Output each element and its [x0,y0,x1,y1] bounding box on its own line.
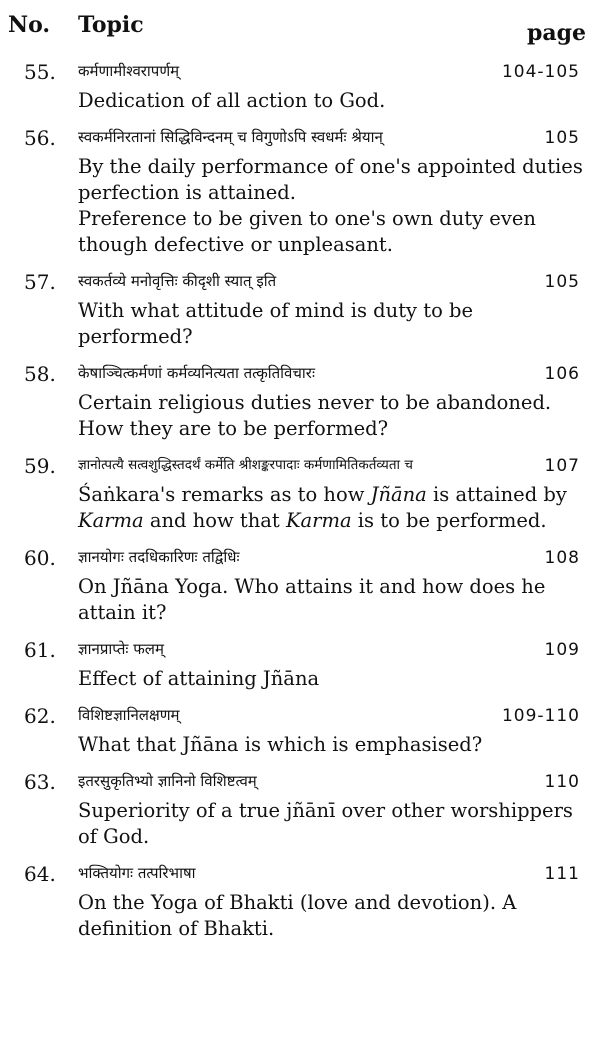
entry-description: How they are to be performed? [78,417,389,440]
entry-number: 64. [24,862,56,886]
list-item [0,268,600,350]
column-header-page: page [526,20,586,46]
list-item [0,544,600,626]
entry-sanskrit-title: ज्ञानप्राप्तेः फलम् [78,640,164,658]
entry-sanskrit-title: कर्मणामीश्वरापर्णम् [78,62,180,80]
entry-sanskrit-title: भक्तियोगः तत्परिभाषा [78,864,196,882]
entry-description-emphasis: Karma [78,509,144,532]
entry-page: 104-105 [501,62,580,82]
entry-page: 105 [544,272,580,292]
entry-description-emphasis: Karma [285,509,352,532]
entry-description: Dedication of all action to God. [78,89,386,112]
entry-number: 62. [24,704,56,728]
entry-page: 107 [544,456,580,476]
entry-description-text: Śaṅkara's remarks as to how [78,483,371,506]
list-item [0,860,600,942]
entry-number: 58. [24,362,56,386]
entry-number: 60. [24,546,56,570]
entry-description-text: and how that [143,509,286,532]
entry-sanskrit-title: ज्ञानयोगः तदधिकारिणः तद्विधिः [78,548,240,566]
entry-description-text: is attained by [426,483,567,506]
entry-page: 111 [544,864,580,884]
entry-description: Superiority of a true jñānī over other worshippers of God. [78,799,573,848]
entry-description [78,482,590,534]
entry-sanskrit-title: ज्ञानोत्पत्यै सत्वशुद्धिस्तदर्थं कर्मेति श्रीशङ्करपादाः कर्मणामितिकर्तव्यता च [78,457,413,473]
entry-description: Effect of attaining Jñāna [78,667,320,690]
entry-description-text: is to be performed. [351,509,547,532]
list-item [0,452,600,534]
column-header-topic: Topic [78,12,144,38]
list-item [0,636,600,692]
entry-sanskrit-title: स्वकर्मनिरतानां सिद्धिविन्दनम् च विगुणोऽपि स्वधर्मः श्रेयान् [78,128,383,146]
entry-page: 110 [544,772,580,792]
entry-description: By the daily performance of one's appointed duties perfection is attained. [78,155,583,204]
entry-description: On Jñāna Yoga. Who attains it and how does he attain it? [78,575,546,624]
list-item [0,58,600,114]
entry-page: 105 [544,128,580,148]
entry-page: 106 [544,364,580,384]
entry-number: 55. [24,60,56,84]
list-item [0,768,600,850]
contents-list [0,58,600,952]
entry-number: 61. [24,638,56,662]
entry-description: Preference to be given to one's own duty even though defective or unpleasant. [78,207,536,256]
entry-description: On the Yoga of Bhakti (love and devotion). A definition of Bhakti. [78,891,517,940]
entry-page: 109 [544,640,580,660]
entry-description: What that Jñāna is which is emphasised? [78,733,483,756]
list-item [0,124,600,258]
entry-number: 59. [24,454,56,478]
entry-number: 63. [24,770,56,794]
table-header [0,12,600,48]
entry-description: With what attitude of mind is duty to be performed? [78,299,474,348]
list-item [0,360,600,442]
entry-number: 57. [24,270,56,294]
entry-description-emphasis: Jñāna [370,483,427,506]
entry-description: Certain religious duties never to be abandoned. [78,391,552,414]
column-header-no: No. [8,12,51,38]
entry-page: 108 [544,548,580,568]
entry-sanskrit-title: विशिष्टज्ञानिलक्षणम् [78,706,180,724]
entry-sanskrit-title: केषाञ्चित्कर्मणां कर्मव्यनित्यता तत्कृतिविचारः [78,364,315,382]
entry-sanskrit-title: स्वकर्तव्ये मनोवृत्तिः कीदृशी स्यात् इति [78,272,277,290]
entry-number: 56. [24,126,56,150]
list-item [0,702,600,758]
entry-page: 109-110 [501,706,580,726]
entry-sanskrit-title: इतरसुकृतिभ्यो ज्ञानिनो विशिष्टत्वम् [78,772,257,790]
